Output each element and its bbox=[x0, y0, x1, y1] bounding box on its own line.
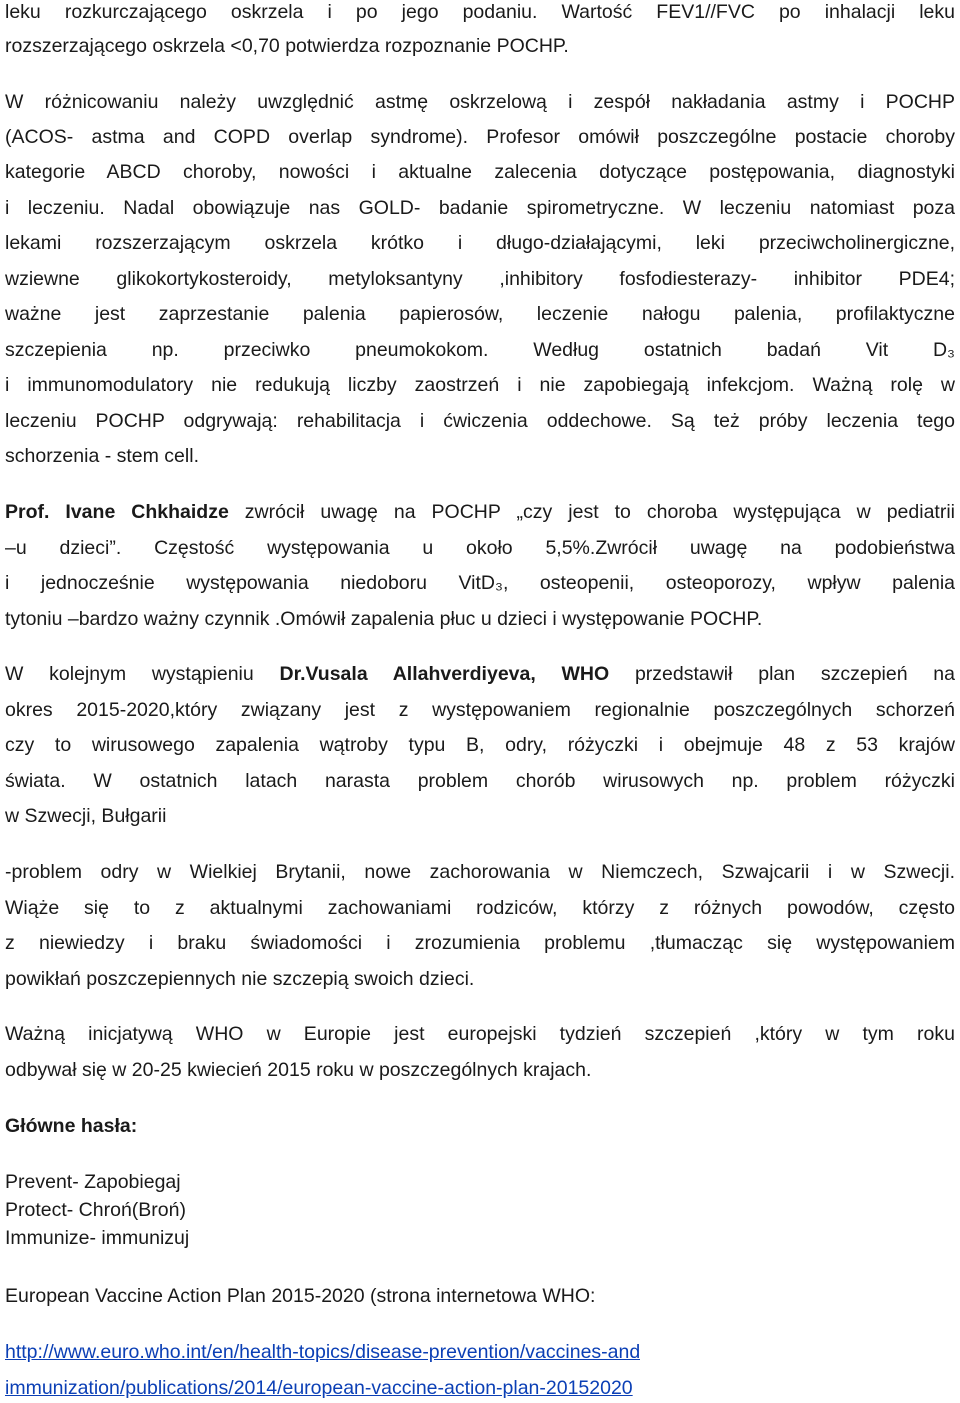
paragraph-5-line-3: z niewiedzy i braku świadomości i zrozumienia problemu ,tłumacząc się występowaniem bbox=[5, 932, 955, 954]
paragraph-5-line-4: powikłań poszczepiennych nie szczepią swoich dzieci. bbox=[5, 968, 475, 990]
speaker-name: Vusala Allahverdiyeva, WHO bbox=[305, 663, 610, 685]
who-link-line-2[interactable]: immunization/publications/2014/european-vaccine-action-plan-20152020 bbox=[5, 1377, 633, 1399]
paragraph-3-line-3: i jednocześnie występowania niedoboru VitD₃, osteopenii, osteoporozy, wpływ palenia bbox=[5, 572, 955, 594]
speaker-title: Prof. bbox=[5, 501, 50, 523]
slogan-item: Prevent- Zapobiegaj bbox=[5, 1171, 181, 1193]
paragraph-1-line-2: rozszerzającego oskrzela <0,70 potwierdza rozpoznanie POCHP. bbox=[5, 35, 569, 57]
paragraph-2-line-9: i immunomodulatory nie redukują liczby zaostrzeń i nie zapobiegają infekcjom. Ważną rolę w bbox=[5, 374, 955, 396]
paragraph-5-line-2: Wiąże się to z aktualnymi zachowaniami rodziców, którzy z różnych powodów, często bbox=[5, 897, 955, 919]
paragraph-4-line-1: W kolejnym wystąpieniu Dr.Vusala Allahverdiyeva, WHO przedstawił plan szczepień na bbox=[5, 663, 955, 685]
paragraph-4-line-2: okres 2015-2020,który związany jest z występowaniem regionalnie poszczególnych schorzeń bbox=[5, 699, 955, 721]
section-heading: Główne hasła: bbox=[5, 1115, 138, 1137]
paragraph-3-line-4: tytoniu –bardzo ważny czynnik .Omówił zapalenia płuc u dzieci i występowanie POCHP. bbox=[5, 608, 763, 630]
speaker-name: Ivane Chkhaidze bbox=[65, 501, 229, 523]
who-link-line-1[interactable]: http://www.euro.who.int/en/health-topics/disease-prevention/vaccines-and bbox=[5, 1341, 641, 1363]
paragraph-6-line-2: odbywał się w 20-25 kwiecień 2015 roku w poszczególnych krajach. bbox=[5, 1059, 592, 1081]
paragraph-2-line-8: szczepienia np. przeciwko pneumokokom. Według ostatnich badań Vit D₃ bbox=[5, 339, 955, 361]
paragraph-2-line-1: W różnicowaniu należy uwzględnić astmę oskrzelową i zespół nakładania astmy i POCHP bbox=[5, 91, 955, 113]
action-plan-line: European Vaccine Action Plan 2015-2020 (strona internetowa WHO: bbox=[5, 1285, 596, 1307]
speaker-title: Dr. bbox=[279, 663, 306, 685]
paragraph-2-line-4: i leczeniu. Nadal obowiązuje nas GOLD- badanie spirometryczne. W leczeniu natomiast poza bbox=[5, 197, 955, 219]
paragraph-2-line-2: (ACOS- astma and COPD overlap syndrome). Profesor omówił poszczególne postacie choroby bbox=[5, 126, 955, 148]
paragraph-2-line-6: wziewne glikokortykosteroidy, metyloksantyny ,inhibitory fosfodiesterazy- inhibitor PDE4; bbox=[5, 268, 955, 290]
paragraph-5-line-1: -problem odry w Wielkiej Brytanii, nowe zachorowania w Niemczech, Szwajcarii i w Szwecji. bbox=[5, 861, 955, 883]
paragraph-4-line-3: czy to wirusowego zapalenia wątroby typu B, odry, różyczki i obejmuje 48 z 53 krajów bbox=[5, 734, 955, 756]
paragraph-2-line-11: schorzenia - stem cell. bbox=[5, 445, 199, 467]
slogan-item: Protect- Chroń(Broń) bbox=[5, 1199, 186, 1221]
paragraph-3-line-2: –u dzieci”. Częstość występowania u około 5,5%.Zwrócił uwagę na podobieństwa bbox=[5, 537, 955, 559]
paragraph-2-line-10: leczeniu POCHP odgrywają: rehabilitacja i ćwiczenia oddechowe. Są też próby leczenia tego bbox=[5, 410, 955, 432]
slogan-item: Immunize- immunizuj bbox=[5, 1227, 190, 1249]
paragraph-4-line-4: świata. W ostatnich latach narasta problem chorób wirusowych np. problem różyczki bbox=[5, 770, 955, 792]
paragraph-2-line-3: kategorie ABCD choroby, nowości i aktualne zalecenia dotyczące postępowania, diagnostyki bbox=[5, 161, 955, 183]
paragraph-4-line-5: w Szwecji, Bułgarii bbox=[5, 805, 167, 827]
paragraph-3-line-1: Prof. Ivane Chkhaidze zwrócił uwagę na POCHP „czy jest to choroba występująca w pediatrii bbox=[5, 501, 955, 523]
paragraph-2-line-7: ważne jest zaprzestanie palenia papierosów, leczenie nałogu palenia, profilaktyczne bbox=[5, 303, 955, 325]
paragraph-1-line-1: leku rozkurczającego oskrzela i po jego podaniu. Wartość FEV1//FVC po inhalacji leku bbox=[5, 1, 955, 23]
paragraph-6-line-1: Ważną inicjatywą WHO w Europie jest europejski tydzień szczepień ,który w tym roku bbox=[5, 1023, 955, 1045]
paragraph-2-line-5: lekami rozszerzającym oskrzela krótko i długo-działającymi, leki przeciwcholinergiczne, bbox=[5, 232, 955, 254]
